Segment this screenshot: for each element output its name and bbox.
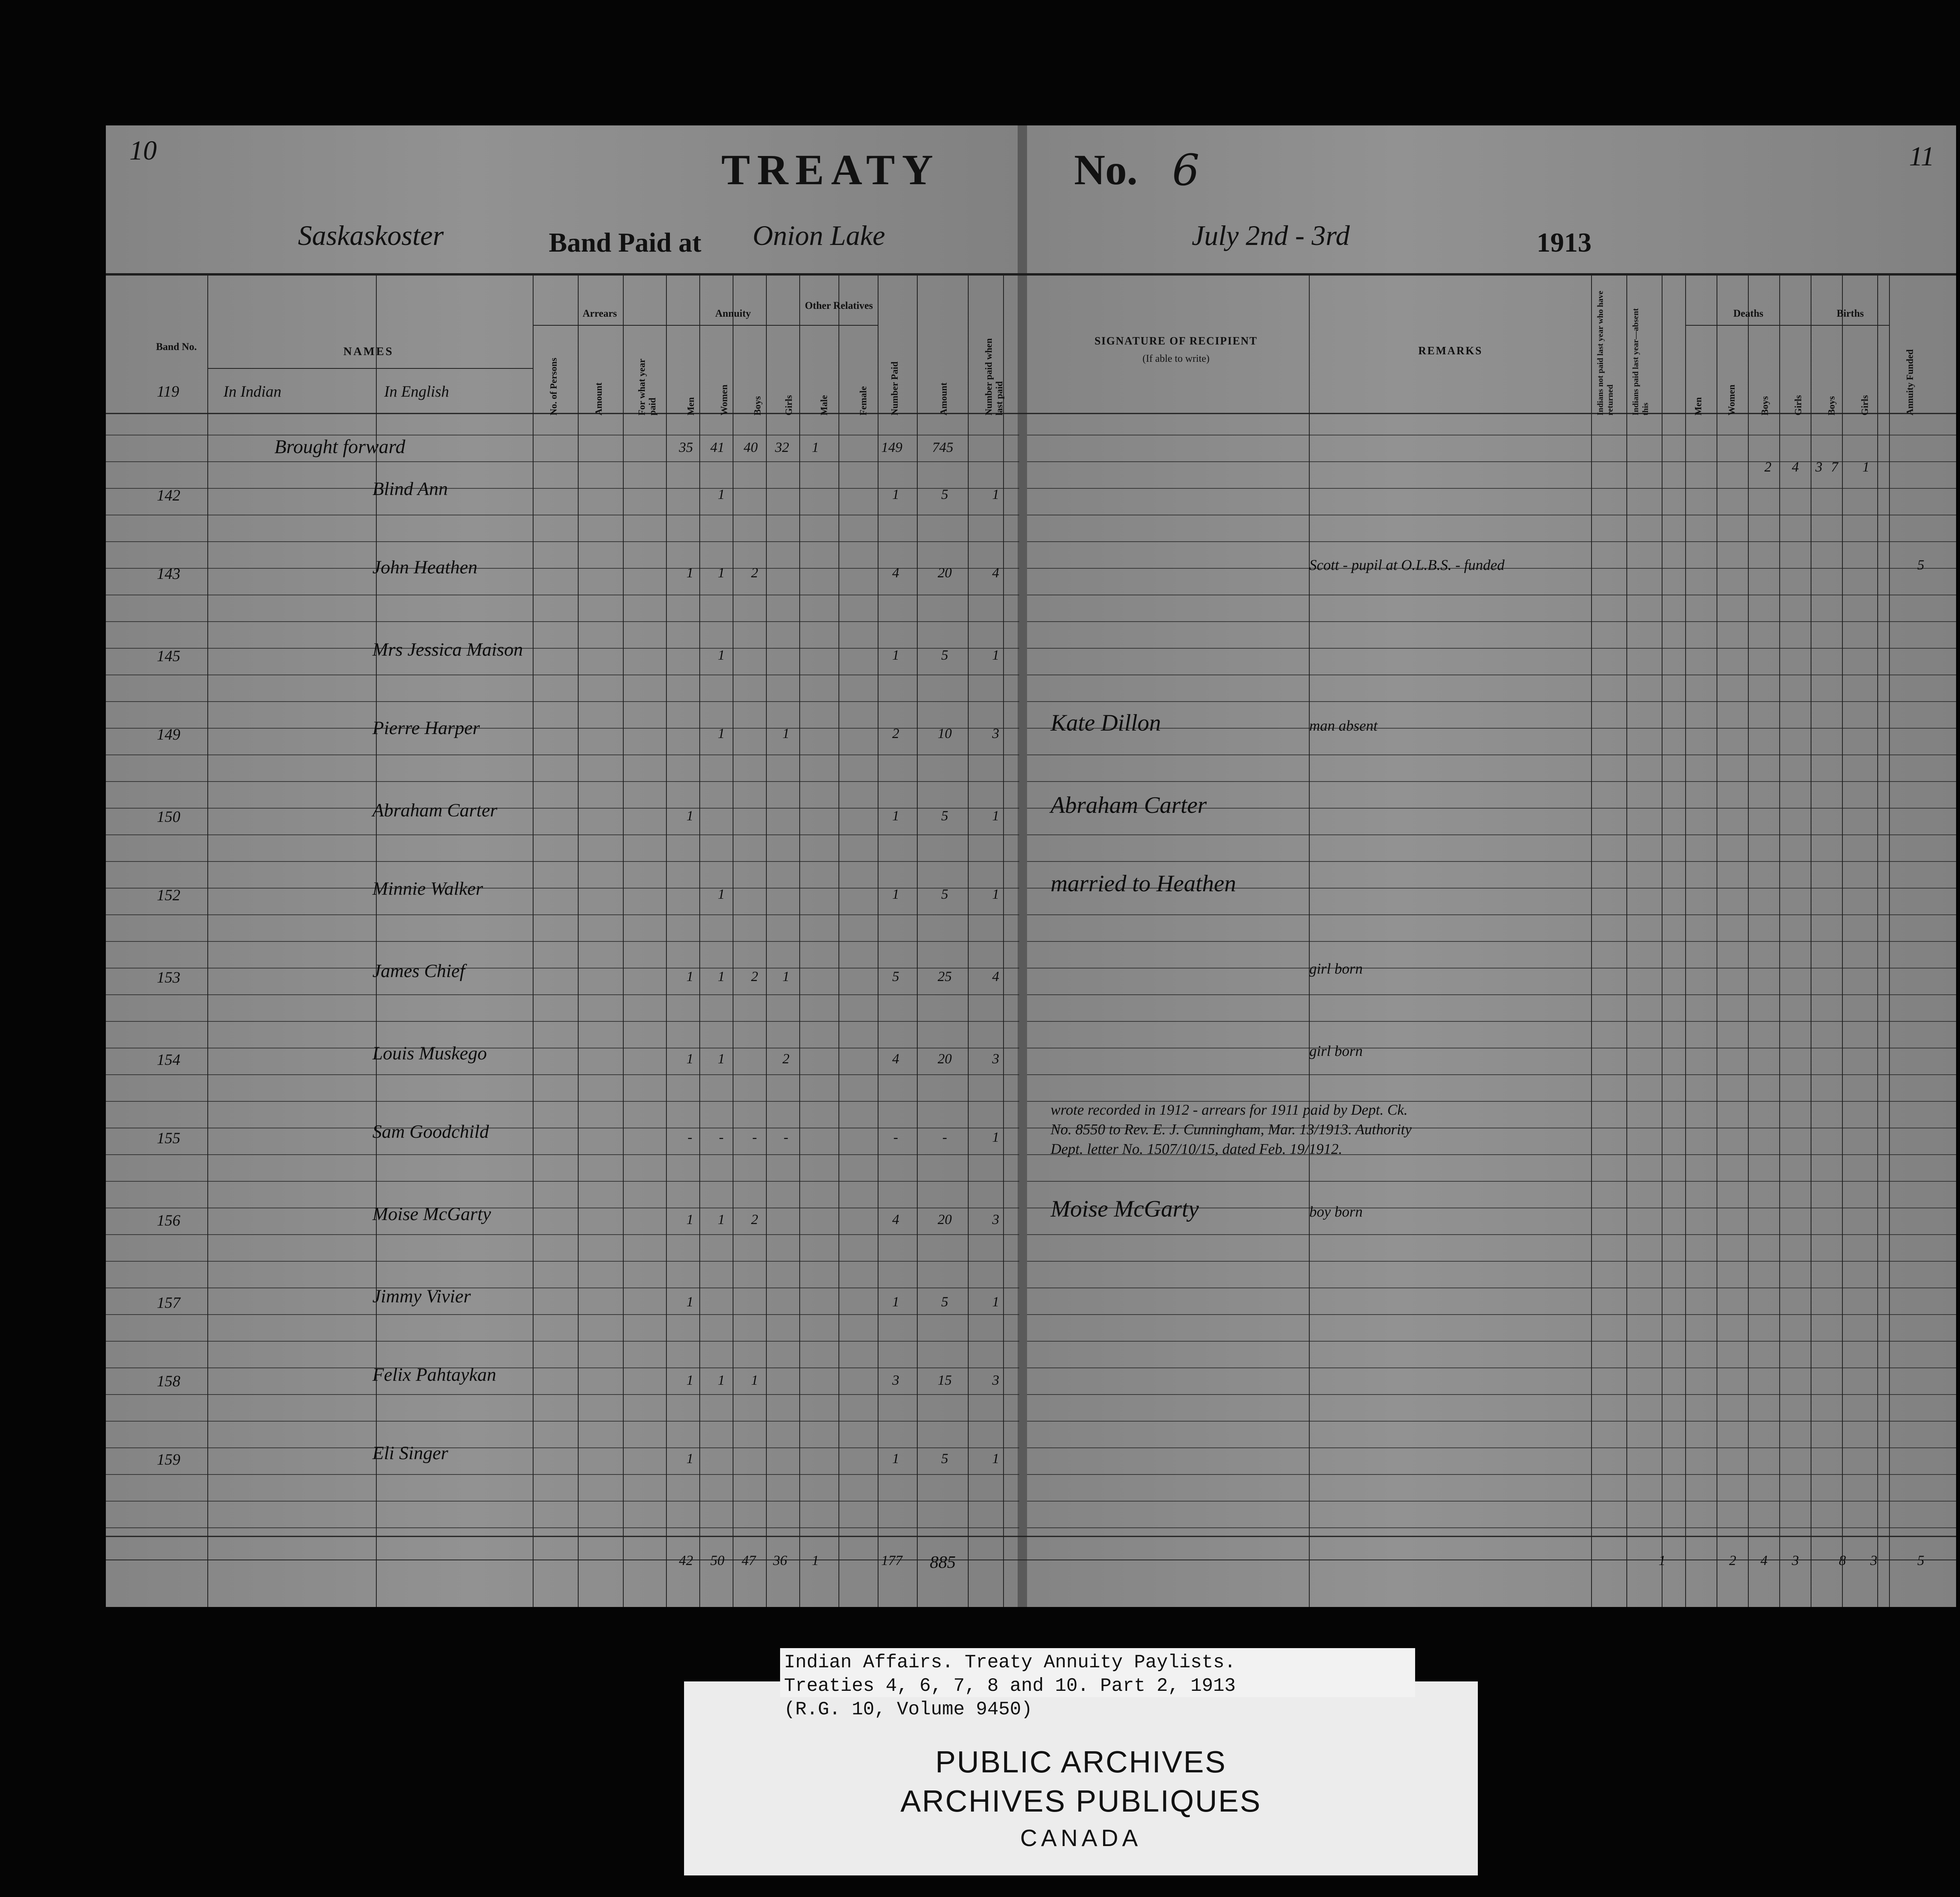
- row-women: 1: [718, 725, 725, 741]
- col-number-paid: Number Paid: [890, 361, 900, 415]
- row-name-english: James Chief: [372, 961, 465, 981]
- payment-date: July 2nd - 3rd: [1192, 220, 1350, 251]
- total-male: 1: [812, 1552, 819, 1568]
- col-arrears-amount: Amount: [594, 382, 604, 415]
- row-name-english: Felix Pahtaykan: [372, 1364, 496, 1385]
- row-annuity-funded: 5: [1917, 557, 1924, 573]
- col-number-paid-last: Number paid when last paid: [984, 338, 1005, 415]
- archive-ref-line2: Treaties 4, 6, 7, 8 and 10. Part 2, 1913: [784, 1676, 1236, 1697]
- row-amount: 5: [941, 647, 948, 663]
- row-number-paid: 1: [892, 486, 899, 502]
- col-signature: SIGNATURE OF RECIPIENT: [1094, 335, 1258, 347]
- row-men: -: [688, 1129, 692, 1145]
- total-deaths-boys: 3: [1792, 1552, 1799, 1568]
- col-not-paid-returned: Indians not paid last year who have returned: [1595, 290, 1615, 415]
- row-signature: Abraham Carter: [1051, 792, 1207, 818]
- row-amount: 5: [941, 886, 948, 902]
- row-amount: 5: [941, 808, 948, 823]
- row-boys: 2: [751, 565, 758, 580]
- row-number-paid: 4: [892, 565, 899, 580]
- band-name: Saskaskoster: [298, 220, 444, 251]
- row-men: 1: [686, 1294, 693, 1309]
- row-band-number: 149: [157, 725, 180, 743]
- row-signature: married to Heathen: [1051, 871, 1236, 896]
- row-last: 3: [992, 1372, 999, 1388]
- col-arrears-persons: No. of Persons: [549, 357, 559, 415]
- bf-deaths-men: 2: [1764, 459, 1771, 475]
- row-name-english: Pierre Harper: [372, 718, 480, 738]
- col-births-boys: Boys: [1827, 396, 1837, 415]
- row-women: -: [719, 1129, 724, 1145]
- archive-name-fr: ARCHIVES PUBLIQUES: [900, 1784, 1261, 1818]
- total-boys: 47: [742, 1552, 756, 1568]
- row-last: 1: [992, 1129, 999, 1145]
- row-name-english: Louis Muskego: [372, 1043, 487, 1064]
- band-paid-location: Onion Lake: [753, 220, 885, 251]
- row-band-number: 142: [157, 486, 180, 504]
- row-last: 1: [992, 486, 999, 502]
- bf-men: 35: [679, 439, 693, 455]
- total-deaths-women: 4: [1760, 1552, 1768, 1568]
- row-band-number: 150: [157, 808, 180, 825]
- payment-year: 1913: [1537, 228, 1592, 258]
- row-number-paid: 3: [892, 1372, 899, 1388]
- col-names: NAMES: [343, 345, 394, 358]
- row-name-english: Sam Goodchild: [372, 1121, 489, 1142]
- col-deaths-men: Men: [1693, 397, 1704, 415]
- row-last: 3: [992, 1211, 999, 1227]
- col-men: Men: [686, 397, 696, 415]
- row-men: 1: [686, 1451, 693, 1466]
- total-annuity-funded: 5: [1917, 1552, 1924, 1568]
- row-women: 1: [718, 1372, 725, 1388]
- col-deaths: Deaths: [1733, 308, 1764, 319]
- col-paid-last-absent: Indians paid last year—absent this: [1631, 308, 1650, 415]
- col-annuity-funded: Annuity Funded: [1905, 349, 1915, 415]
- row-amount: 15: [938, 1372, 952, 1388]
- row-last: 1: [992, 1294, 999, 1309]
- row-women: 1: [718, 1211, 725, 1227]
- treaty-number-label: No.: [1074, 146, 1138, 194]
- bf-births-boys: 7: [1831, 459, 1838, 475]
- archive-ref-line1: Indian Affairs. Treaty Annuity Paylists.: [784, 1652, 1236, 1673]
- row-band-number: 156: [157, 1211, 180, 1229]
- row-remarks: girl born: [1309, 1043, 1363, 1059]
- col-boys: Boys: [753, 396, 763, 415]
- col-arrears: Arrears: [583, 308, 617, 319]
- row-band-number: 152: [157, 886, 180, 904]
- row-155-note-line1: wrote recorded in 1912 - arrears for 1911 paid by Dept. Ck.: [1051, 1102, 1408, 1118]
- row-band-number: 155: [157, 1129, 180, 1147]
- total-births-boys: 8: [1839, 1552, 1846, 1568]
- row-boys: 2: [751, 1211, 758, 1227]
- row-amount: 20: [938, 1211, 952, 1227]
- col-male: Male: [819, 395, 829, 415]
- row-remarks: man absent: [1309, 718, 1378, 734]
- row-women: 1: [718, 1051, 725, 1066]
- col-women: Women: [719, 384, 730, 415]
- row-girls: 1: [782, 725, 789, 741]
- row-number-paid: 5: [892, 968, 899, 984]
- row-name-english: Jimmy Vivier: [372, 1286, 471, 1307]
- bf-amount: 745: [932, 439, 953, 455]
- row-155-note-line3: Dept. letter No. 1507/10/15, dated Feb. 19/1912.: [1051, 1141, 1343, 1157]
- band-paid-label: Band Paid at: [549, 228, 701, 258]
- row-number-paid: 4: [892, 1051, 899, 1066]
- col-deaths-boys: Boys: [1760, 396, 1770, 415]
- row-last: 1: [992, 808, 999, 823]
- row-last: 1: [992, 1451, 999, 1466]
- row-remarks: boy born: [1309, 1204, 1363, 1220]
- row-name-english: Mrs Jessica Maison: [372, 639, 523, 660]
- row-women: 1: [718, 647, 725, 663]
- archive-ref-line3: (R.G. 10, Volume 9450): [784, 1699, 1033, 1720]
- total-girls: 36: [773, 1552, 787, 1568]
- bf-boys: 40: [744, 439, 758, 455]
- col-amount: Amount: [939, 382, 949, 415]
- col-births: Births: [1837, 308, 1864, 319]
- col-signature-sub: (If able to write): [1142, 353, 1210, 364]
- row-men: 1: [686, 1051, 693, 1066]
- row-number-paid: 1: [892, 808, 899, 823]
- row-boys: -: [752, 1129, 757, 1145]
- row-boys: 2: [751, 968, 758, 984]
- row-last: 1: [992, 647, 999, 663]
- row-amount: 20: [938, 565, 952, 580]
- row-women: 1: [718, 486, 725, 502]
- row-girls: -: [784, 1129, 788, 1145]
- row-number-paid: -: [893, 1129, 898, 1145]
- col-annuity: Annuity: [715, 308, 751, 319]
- row-remarks: Scott - pupil at O.L.B.S. - funded: [1309, 557, 1505, 573]
- row-band-number: 143: [157, 565, 180, 582]
- row-amount: 25: [938, 968, 952, 984]
- row-band-number: 153: [157, 968, 180, 986]
- row-amount: 5: [941, 1451, 948, 1466]
- row-signature: Kate Dillon: [1051, 710, 1161, 736]
- total-women: 50: [710, 1552, 724, 1568]
- brought-forward-label: Brought forward: [274, 435, 405, 457]
- page-number-right: 11: [1909, 141, 1935, 172]
- row-name-english: Abraham Carter: [372, 800, 497, 821]
- row-girls: 1: [782, 968, 789, 984]
- row-men: 1: [686, 968, 693, 984]
- row-boys: 1: [751, 1372, 758, 1388]
- treaty-title: TREATY: [721, 146, 940, 194]
- row-last: 3: [992, 725, 999, 741]
- row-amount: 20: [938, 1051, 952, 1066]
- row-name-english: John Heathen: [372, 557, 477, 578]
- bf-deaths-women: 4: [1792, 459, 1799, 475]
- row-band-number: 159: [157, 1451, 180, 1468]
- row-name-english: Blind Ann: [372, 479, 448, 499]
- col-other-relatives: Other Relatives: [805, 300, 873, 311]
- row-women: 1: [718, 886, 725, 902]
- row-men: 1: [686, 565, 693, 580]
- row-band-number: 154: [157, 1051, 180, 1068]
- total-number-paid: 177: [881, 1552, 902, 1568]
- row-amount: 10: [938, 725, 952, 741]
- row-last: 1: [992, 886, 999, 902]
- row-number-paid: 1: [892, 647, 899, 663]
- col-remarks: REMARKS: [1418, 345, 1483, 357]
- row-band-number: 157: [157, 1294, 180, 1311]
- bf-births-girls: 1: [1862, 459, 1869, 475]
- total-men: 42: [679, 1552, 693, 1568]
- col-deaths-girls: Girls: [1793, 395, 1804, 415]
- row-number-paid: 4: [892, 1211, 899, 1227]
- band-reference-number: 119: [157, 383, 180, 400]
- row-amount: 5: [941, 1294, 948, 1309]
- row-number-paid: 1: [892, 886, 899, 902]
- row-last: 3: [992, 1051, 999, 1066]
- row-number-paid: 2: [892, 725, 899, 741]
- row-last: 4: [992, 565, 999, 580]
- total-amount: 885: [930, 1552, 956, 1572]
- row-band-number: 145: [157, 647, 180, 665]
- row-remarks: girl born: [1309, 961, 1363, 977]
- treaty-number-value: 6: [1172, 145, 1200, 195]
- archive-country: CANADA: [1020, 1825, 1142, 1851]
- row-name-english: Minnie Walker: [372, 878, 483, 899]
- col-births-girls: Girls: [1860, 395, 1870, 415]
- row-men: 1: [686, 808, 693, 823]
- page-number-left: 10: [129, 136, 157, 166]
- row-women: 1: [718, 968, 725, 984]
- col-arrears-year: For what year paid: [637, 359, 658, 415]
- row-amount: 5: [941, 486, 948, 502]
- bf-number-paid: 149: [881, 439, 902, 455]
- bf-deaths-boys: 3: [1815, 459, 1822, 475]
- bf-girls: 32: [775, 439, 789, 455]
- col-in-indian: In Indian: [223, 383, 281, 400]
- row-amount: -: [942, 1129, 947, 1145]
- total-not-paid-returned: 1: [1659, 1552, 1666, 1568]
- bf-women: 41: [710, 439, 724, 455]
- row-girls: 2: [782, 1051, 789, 1066]
- col-in-english: In English: [384, 383, 449, 400]
- row-men: 1: [686, 1372, 693, 1388]
- total-deaths-men: 2: [1729, 1552, 1736, 1568]
- row-number-paid: 1: [892, 1451, 899, 1466]
- col-female: Female: [858, 386, 869, 415]
- row-women: 1: [718, 565, 725, 580]
- row-155-note-line2: No. 8550 to Rev. E. J. Cunningham, Mar. 13/1913. Authority: [1051, 1121, 1412, 1138]
- row-last: 4: [992, 968, 999, 984]
- row-name-english: Moise McGarty: [372, 1204, 491, 1224]
- col-girls: Girls: [784, 395, 794, 415]
- bf-male: 1: [812, 439, 819, 455]
- row-signature: Moise McGarty: [1051, 1196, 1199, 1222]
- row-men: 1: [686, 1211, 693, 1227]
- total-births-girls: 3: [1870, 1552, 1877, 1568]
- row-number-paid: 1: [892, 1294, 899, 1309]
- row-band-number: 158: [157, 1372, 180, 1390]
- col-deaths-women: Women: [1727, 384, 1737, 415]
- col-band-no: Band No.: [156, 341, 197, 352]
- archive-name-en: PUBLIC ARCHIVES: [935, 1745, 1227, 1779]
- row-name-english: Eli Singer: [372, 1443, 448, 1464]
